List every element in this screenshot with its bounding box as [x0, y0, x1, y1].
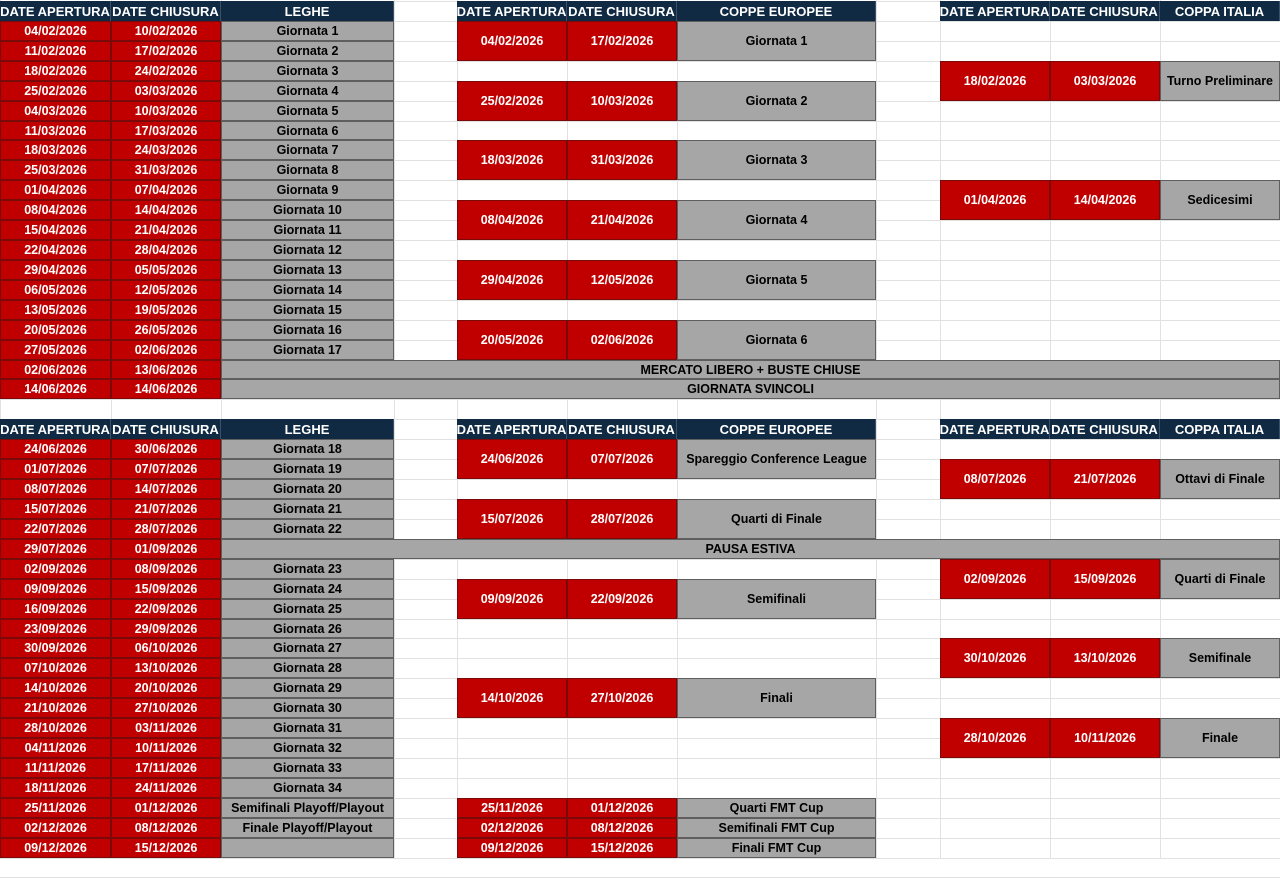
leghe-giornata[interactable]: Giornata 21 — [221, 499, 394, 519]
leghe-date-apertura[interactable]: 09/12/2026 — [0, 838, 111, 858]
gridline — [0, 399, 1280, 400]
coppe-europee-date-apertura[interactable]: 08/04/2026 — [457, 200, 567, 240]
header-coppa-italia-0[interactable]: DATE APERTURA — [940, 419, 1050, 439]
header-leghe-2[interactable]: LEGHE — [221, 419, 394, 439]
leghe-date-chiusura[interactable]: 17/02/2026 — [111, 41, 221, 61]
leghe-giornata[interactable]: Giornata 26 — [221, 619, 394, 638]
leghe-date-apertura[interactable]: 27/05/2026 — [0, 340, 111, 360]
leghe-giornata[interactable]: Giornata 13 — [221, 260, 394, 280]
coppe-europee-stage[interactable]: Semifinali — [677, 579, 876, 619]
header-coppe-europee-1[interactable]: DATE CHIUSURA — [567, 1, 677, 21]
coppe-europee-stage[interactable]: Finali FMT Cup — [677, 838, 876, 858]
leghe-giornata[interactable]: Giornata 22 — [221, 519, 394, 539]
coppe-europee-stage[interactable]: Giornata 5 — [677, 260, 876, 300]
leghe-date-apertura[interactable]: 29/04/2026 — [0, 260, 111, 280]
coppe-europee-date-chiusura[interactable]: 31/03/2026 — [567, 140, 677, 180]
coppe-europee-stage[interactable]: Quarti FMT Cup — [677, 798, 876, 818]
coppa-italia-date-chiusura[interactable]: 21/07/2026 — [1050, 459, 1160, 499]
leghe-giornata[interactable]: Giornata 7 — [221, 140, 394, 160]
leghe-date-chiusura[interactable]: 07/04/2026 — [111, 180, 221, 200]
coppa-italia-date-chiusura[interactable]: 03/03/2026 — [1050, 61, 1160, 101]
header-coppa-italia-0[interactable]: DATE APERTURA — [940, 1, 1050, 21]
coppa-italia-date-apertura[interactable]: 01/04/2026 — [940, 180, 1050, 220]
leghe-giornata[interactable]: Giornata 25 — [221, 599, 394, 619]
leghe-date-apertura[interactable]: 30/09/2026 — [0, 638, 111, 658]
leghe-date-chiusura[interactable]: 26/05/2026 — [111, 320, 221, 340]
leghe-event-banner[interactable]: PAUSA ESTIVA — [221, 539, 1280, 559]
coppe-europee-stage[interactable]: Giornata 4 — [677, 200, 876, 240]
leghe-giornata[interactable]: Giornata 14 — [221, 280, 394, 300]
leghe-date-apertura[interactable]: 01/04/2026 — [0, 180, 111, 200]
coppe-europee-date-apertura[interactable]: 15/07/2026 — [457, 499, 567, 539]
leghe-date-apertura[interactable]: 23/09/2026 — [0, 619, 111, 638]
leghe-giornata[interactable]: Giornata 28 — [221, 658, 394, 678]
leghe-date-chiusura[interactable]: 17/11/2026 — [111, 758, 221, 778]
coppe-europee-date-chiusura[interactable]: 28/07/2026 — [567, 499, 677, 539]
coppe-europee-date-chiusura[interactable]: 07/07/2026 — [567, 439, 677, 479]
leghe-date-chiusura[interactable]: 12/05/2026 — [111, 280, 221, 300]
header-coppe-europee-1[interactable]: DATE CHIUSURA — [567, 419, 677, 439]
leghe-date-apertura[interactable]: 29/07/2026 — [0, 539, 111, 559]
coppe-europee-stage[interactable]: Giornata 1 — [677, 21, 876, 61]
leghe-giornata[interactable]: Semifinali Playoff/Playout — [221, 798, 394, 818]
coppe-europee-stage[interactable]: Spareggio Conference League — [677, 439, 876, 479]
header-coppa-italia-1[interactable]: DATE CHIUSURA — [1050, 1, 1160, 21]
coppe-europee-date-apertura[interactable]: 09/12/2026 — [457, 838, 567, 858]
leghe-giornata[interactable]: Giornata 20 — [221, 479, 394, 499]
leghe-date-apertura[interactable]: 25/02/2026 — [0, 81, 111, 101]
coppe-europee-date-apertura[interactable]: 20/05/2026 — [457, 320, 567, 360]
leghe-date-apertura[interactable]: 02/12/2026 — [0, 818, 111, 838]
leghe-date-apertura[interactable]: 11/02/2026 — [0, 41, 111, 61]
leghe-date-apertura[interactable]: 09/09/2026 — [0, 579, 111, 599]
coppe-europee-date-apertura[interactable]: 25/11/2026 — [457, 798, 567, 818]
leghe-date-apertura[interactable]: 13/05/2026 — [0, 300, 111, 320]
leghe-date-apertura[interactable]: 08/04/2026 — [0, 200, 111, 220]
leghe-date-chiusura[interactable]: 10/02/2026 — [111, 21, 221, 41]
leghe-giornata[interactable]: Giornata 4 — [221, 81, 394, 101]
leghe-date-apertura[interactable]: 15/04/2026 — [0, 220, 111, 240]
leghe-giornata[interactable]: Giornata 29 — [221, 678, 394, 698]
coppa-italia-stage[interactable]: Finale — [1160, 718, 1280, 758]
coppe-europee-stage[interactable]: Giornata 6 — [677, 320, 876, 360]
coppe-europee-stage[interactable]: Semifinali FMT Cup — [677, 818, 876, 838]
leghe-date-chiusura[interactable]: 14/07/2026 — [111, 479, 221, 499]
leghe-date-chiusura[interactable]: 22/09/2026 — [111, 599, 221, 619]
gridline — [0, 858, 1280, 859]
leghe-date-chiusura[interactable]: 08/09/2026 — [111, 559, 221, 579]
coppe-europee-date-chiusura[interactable]: 12/05/2026 — [567, 260, 677, 300]
coppe-europee-stage[interactable]: Finali — [677, 678, 876, 718]
leghe-giornata[interactable]: Giornata 6 — [221, 121, 394, 140]
coppa-italia-date-apertura[interactable]: 02/09/2026 — [940, 559, 1050, 599]
header-leghe-1[interactable]: DATE CHIUSURA — [111, 419, 221, 439]
leghe-date-apertura[interactable]: 28/10/2026 — [0, 718, 111, 738]
coppa-italia-stage[interactable]: Ottavi di Finale — [1160, 459, 1280, 499]
leghe-date-chiusura[interactable]: 08/12/2026 — [111, 818, 221, 838]
coppe-europee-date-chiusura[interactable]: 02/06/2026 — [567, 320, 677, 360]
coppe-europee-date-apertura[interactable]: 04/02/2026 — [457, 21, 567, 61]
leghe-date-chiusura[interactable]: 21/04/2026 — [111, 220, 221, 240]
leghe-giornata[interactable]: Giornata 32 — [221, 738, 394, 758]
coppe-europee-date-chiusura[interactable]: 15/12/2026 — [567, 838, 677, 858]
leghe-date-chiusura[interactable]: 27/10/2026 — [111, 698, 221, 718]
leghe-giornata[interactable]: Giornata 15 — [221, 300, 394, 320]
header-coppe-europee-2[interactable]: COPPE EUROPEE — [677, 1, 876, 21]
leghe-date-chiusura[interactable]: 13/10/2026 — [111, 658, 221, 678]
header-leghe-0[interactable]: DATE APERTURA — [0, 419, 111, 439]
leghe-giornata[interactable]: Finale Playoff/Playout — [221, 818, 394, 838]
leghe-giornata[interactable]: Giornata 3 — [221, 61, 394, 81]
leghe-date-chiusura[interactable]: 14/06/2026 — [111, 379, 221, 399]
header-coppe-europee-0[interactable]: DATE APERTURA — [457, 1, 567, 21]
leghe-date-apertura[interactable]: 08/07/2026 — [0, 479, 111, 499]
coppa-italia-stage[interactable]: Quarti di Finale — [1160, 559, 1280, 599]
leghe-giornata[interactable]: Giornata 17 — [221, 340, 394, 360]
coppa-italia-date-apertura[interactable]: 18/02/2026 — [940, 61, 1050, 101]
header-leghe-2[interactable]: LEGHE — [221, 1, 394, 21]
leghe-date-chiusura[interactable]: 30/06/2026 — [111, 439, 221, 459]
leghe-date-apertura[interactable]: 04/11/2026 — [0, 738, 111, 758]
leghe-event-banner[interactable]: GIORNATA SVINCOLI — [221, 379, 1280, 399]
leghe-date-apertura[interactable]: 04/02/2026 — [0, 21, 111, 41]
coppa-italia-date-apertura[interactable]: 08/07/2026 — [940, 459, 1050, 499]
leghe-date-apertura[interactable]: 04/03/2026 — [0, 101, 111, 121]
coppe-europee-date-chiusura[interactable]: 08/12/2026 — [567, 818, 677, 838]
coppa-italia-date-chiusura[interactable]: 10/11/2026 — [1050, 718, 1160, 758]
coppe-europee-date-apertura[interactable]: 18/03/2026 — [457, 140, 567, 180]
leghe-date-chiusura[interactable]: 28/04/2026 — [111, 240, 221, 260]
leghe-date-chiusura[interactable]: 24/03/2026 — [111, 140, 221, 160]
leghe-giornata[interactable]: Giornata 9 — [221, 180, 394, 200]
coppa-italia-date-chiusura[interactable]: 13/10/2026 — [1050, 638, 1160, 678]
leghe-giornata[interactable]: Giornata 27 — [221, 638, 394, 658]
leghe-date-apertura[interactable]: 24/06/2026 — [0, 439, 111, 459]
leghe-date-apertura[interactable]: 02/06/2026 — [0, 360, 111, 379]
leghe-date-chiusura[interactable]: 01/12/2026 — [111, 798, 221, 818]
leghe-giornata[interactable]: Giornata 5 — [221, 101, 394, 121]
leghe-giornata[interactable]: Giornata 31 — [221, 718, 394, 738]
leghe-date-chiusura[interactable]: 21/07/2026 — [111, 499, 221, 519]
coppe-europee-stage[interactable]: Quarti di Finale — [677, 499, 876, 539]
leghe-date-chiusura[interactable]: 28/07/2026 — [111, 519, 221, 539]
leghe-giornata[interactable]: Giornata 8 — [221, 160, 394, 180]
coppe-europee-date-chiusura[interactable]: 01/12/2026 — [567, 798, 677, 818]
coppa-italia-stage[interactable]: Semifinale — [1160, 638, 1280, 678]
coppe-europee-date-chiusura[interactable]: 27/10/2026 — [567, 678, 677, 718]
leghe-date-apertura[interactable]: 22/04/2026 — [0, 240, 111, 260]
leghe-giornata[interactable]: Giornata 19 — [221, 459, 394, 479]
leghe-date-chiusura[interactable]: 03/11/2026 — [111, 718, 221, 738]
leghe-giornata[interactable]: Giornata 16 — [221, 320, 394, 340]
leghe-giornata[interactable]: Giornata 34 — [221, 778, 394, 798]
leghe-date-apertura[interactable]: 14/06/2026 — [0, 379, 111, 399]
header-leghe-0[interactable]: DATE APERTURA — [0, 1, 111, 21]
leghe-giornata[interactable]: Giornata 11 — [221, 220, 394, 240]
coppe-europee-stage[interactable]: Giornata 3 — [677, 140, 876, 180]
leghe-date-chiusura[interactable]: 15/12/2026 — [111, 838, 221, 858]
leghe-date-chiusura[interactable]: 17/03/2026 — [111, 121, 221, 140]
leghe-giornata[interactable]: Giornata 2 — [221, 41, 394, 61]
leghe-date-chiusura[interactable]: 05/05/2026 — [111, 260, 221, 280]
leghe-date-apertura[interactable]: 15/07/2026 — [0, 499, 111, 519]
leghe-date-chiusura[interactable]: 14/04/2026 — [111, 200, 221, 220]
leghe-date-chiusura[interactable]: 10/03/2026 — [111, 101, 221, 121]
leghe-giornata[interactable]: Giornata 12 — [221, 240, 394, 260]
leghe-date-apertura[interactable]: 20/05/2026 — [0, 320, 111, 340]
leghe-date-apertura[interactable]: 18/02/2026 — [0, 61, 111, 81]
leghe-giornata[interactable]: Giornata 24 — [221, 579, 394, 599]
leghe-date-chiusura[interactable]: 03/03/2026 — [111, 81, 221, 101]
leghe-giornata[interactable]: Giornata 18 — [221, 439, 394, 459]
leghe-date-chiusura[interactable]: 06/10/2026 — [111, 638, 221, 658]
leghe-date-chiusura[interactable]: 02/06/2026 — [111, 340, 221, 360]
leghe-date-apertura[interactable]: 14/10/2026 — [0, 678, 111, 698]
leghe-date-apertura[interactable]: 18/03/2026 — [0, 140, 111, 160]
coppe-europee-date-apertura[interactable]: 25/02/2026 — [457, 81, 567, 121]
coppe-europee-date-chiusura[interactable]: 17/02/2026 — [567, 21, 677, 61]
leghe-date-chiusura[interactable]: 07/07/2026 — [111, 459, 221, 479]
coppe-europee-stage[interactable]: Giornata 2 — [677, 81, 876, 121]
leghe-date-chiusura[interactable]: 01/09/2026 — [111, 539, 221, 559]
leghe-date-chiusura[interactable]: 29/09/2026 — [111, 619, 221, 638]
leghe-date-apertura[interactable]: 02/09/2026 — [0, 559, 111, 579]
coppa-italia-date-apertura[interactable]: 30/10/2026 — [940, 638, 1050, 678]
leghe-date-apertura[interactable]: 25/11/2026 — [0, 798, 111, 818]
coppe-europee-date-apertura[interactable]: 29/04/2026 — [457, 260, 567, 300]
leghe-giornata[interactable] — [221, 838, 394, 858]
leghe-date-chiusura[interactable]: 24/11/2026 — [111, 778, 221, 798]
header-coppe-europee-2[interactable]: COPPE EUROPEE — [677, 419, 876, 439]
leghe-date-apertura[interactable]: 07/10/2026 — [0, 658, 111, 678]
leghe-date-chiusura[interactable]: 10/11/2026 — [111, 738, 221, 758]
leghe-date-chiusura[interactable]: 24/02/2026 — [111, 61, 221, 81]
header-leghe-1[interactable]: DATE CHIUSURA — [111, 1, 221, 21]
coppe-europee-date-apertura[interactable]: 02/12/2026 — [457, 818, 567, 838]
coppe-europee-date-apertura[interactable]: 09/09/2026 — [457, 579, 567, 619]
leghe-date-apertura[interactable]: 11/11/2026 — [0, 758, 111, 778]
leghe-date-apertura[interactable]: 21/10/2026 — [0, 698, 111, 718]
leghe-date-apertura[interactable]: 22/07/2026 — [0, 519, 111, 539]
coppa-italia-stage[interactable]: Sedicesimi — [1160, 180, 1280, 220]
coppe-europee-date-apertura[interactable]: 24/06/2026 — [457, 439, 567, 479]
leghe-date-apertura[interactable]: 16/09/2026 — [0, 599, 111, 619]
leghe-date-chiusura[interactable]: 13/06/2026 — [111, 360, 221, 379]
coppa-italia-date-chiusura[interactable]: 15/09/2026 — [1050, 559, 1160, 599]
header-coppe-europee-0[interactable]: DATE APERTURA — [457, 419, 567, 439]
leghe-date-apertura[interactable]: 06/05/2026 — [0, 280, 111, 300]
leghe-date-chiusura[interactable]: 19/05/2026 — [111, 300, 221, 320]
leghe-date-apertura[interactable]: 11/03/2026 — [0, 121, 111, 140]
leghe-giornata[interactable]: Giornata 10 — [221, 200, 394, 220]
leghe-giornata[interactable]: Giornata 23 — [221, 559, 394, 579]
leghe-giornata[interactable]: Giornata 1 — [221, 21, 394, 41]
leghe-date-apertura[interactable]: 25/03/2026 — [0, 160, 111, 180]
leghe-date-chiusura[interactable]: 15/09/2026 — [111, 579, 221, 599]
leghe-date-chiusura[interactable]: 31/03/2026 — [111, 160, 221, 180]
coppa-italia-stage[interactable]: Turno Preliminare — [1160, 61, 1280, 101]
leghe-date-chiusura[interactable]: 20/10/2026 — [111, 678, 221, 698]
leghe-date-apertura[interactable]: 18/11/2026 — [0, 778, 111, 798]
gridline — [394, 0, 395, 858]
coppe-europee-date-chiusura[interactable]: 10/03/2026 — [567, 81, 677, 121]
coppe-europee-date-chiusura[interactable]: 21/04/2026 — [567, 200, 677, 240]
header-coppa-italia-2[interactable]: COPPA ITALIA — [1160, 1, 1280, 21]
header-coppa-italia-2[interactable]: COPPA ITALIA — [1160, 419, 1280, 439]
leghe-event-banner[interactable]: MERCATO LIBERO + BUSTE CHIUSE — [221, 360, 1280, 379]
leghe-date-apertura[interactable]: 01/07/2026 — [0, 459, 111, 479]
coppa-italia-date-chiusura[interactable]: 14/04/2026 — [1050, 180, 1160, 220]
coppe-europee-date-apertura[interactable]: 14/10/2026 — [457, 678, 567, 718]
leghe-giornata[interactable]: Giornata 30 — [221, 698, 394, 718]
coppa-italia-date-apertura[interactable]: 28/10/2026 — [940, 718, 1050, 758]
gridline — [876, 0, 877, 858]
header-coppa-italia-1[interactable]: DATE CHIUSURA — [1050, 419, 1160, 439]
coppe-europee-date-chiusura[interactable]: 22/09/2026 — [567, 579, 677, 619]
leghe-giornata[interactable]: Giornata 33 — [221, 758, 394, 778]
